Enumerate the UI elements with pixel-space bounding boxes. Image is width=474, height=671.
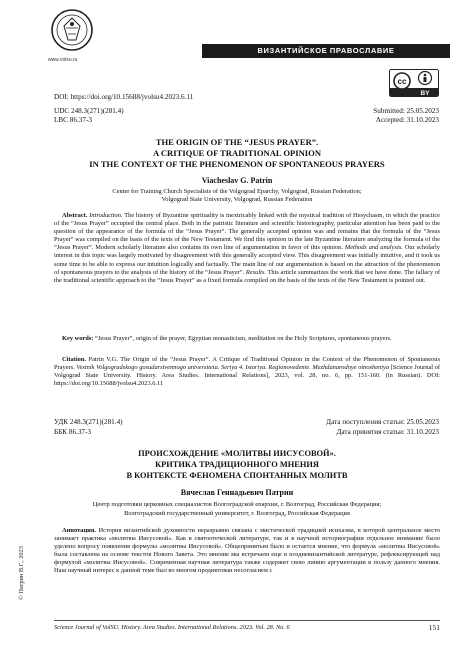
keywords (54, 335, 440, 343)
site-url[interactable]: www.volsu.ru (48, 57, 78, 63)
author-name-ru: Вячеслав Геннадьевич Патрин (180, 488, 294, 497)
title-line-2: A CRITIQUE OF TRADITIONAL OPINION (152, 148, 322, 158)
title-line-3: IN THE CONTEXT OF THE PHENOMENON OF SPONTANEOUS PRAYERS (89, 159, 385, 169)
abstract-results-label: Results. (245, 268, 266, 276)
cc-by-icon[interactable] (389, 69, 439, 97)
accepted-date: Accepted: 31.10.2023 (375, 116, 439, 124)
university-logo-icon (50, 8, 94, 52)
title-line-1: THE ORIGIN OF THE “JESUS PRAYER”. (155, 137, 319, 147)
udc: UDC 248.3(271)(281.4) (54, 107, 124, 115)
section-banner: ВИЗАНТИЙСКОЕ ПРАВОСЛАВИЕ (202, 44, 450, 58)
abstract (54, 212, 440, 285)
abstract-label: Abstract. (62, 212, 88, 219)
accepted-date-ru: Дата принятия статьи: 31.10.2023 (336, 428, 439, 436)
page-number: 151 (428, 623, 440, 632)
abstract-ru-text: История византийской духовности неразрывно связана с мистической традицией исихазма, в которой центральное место занимает практика «молитвы Иисусовой». Как в святоотеческой литературе, так и в научной историографии отдельное внимание было уделено вопросу появления формулы «молитвы Иисусовой». Общепринятым было и остается мнение, что формула «молитвы Иисусовой» была составлена на основе текстов Нового Завета. Это мнение мы встречаем еще в поздневизантийской литературе, рефлексирующей над формулой «молитвы Иисусовой». Современная научная литература также содержит свою линию аргументации в пользу данного мнения. Наш научный интерес к данной теме был во многом продиктован несогласием с (54, 527, 440, 575)
abstract-text-2: Our scholarly interest in this topic was largely motivated by disagreement with this generally accepted view. This disagreement was initially intuitive, and it took us some time to be able to express our intuition logically and factually. The main line of our argumentation is based on the attraction of the phenomenon of spontaneous prayers to the analysis of the history of the “Jesus Prayer”. (54, 244, 440, 276)
citation (54, 356, 440, 388)
abstract-methods-label: Methods and analysis. (344, 244, 403, 252)
udc-ru: УДК 248.3(271)(281.4) (54, 418, 123, 426)
citation-journal: Vestnik Volgogradskogo gosudarstvennogo universiteta. Seriya 4. Istoriya. Regionovedenie. Mezhdunarodnye otnosheniya (76, 364, 390, 372)
title-ru-line-1: ПРОИСХОЖДЕНИЕ «МОЛИТВЫ ИИСУСОВОЙ». (138, 449, 336, 458)
affiliation-ru-line-2: Волгоградский государственный университет, г. Волгоград, Российская Федерация (124, 510, 350, 517)
affiliation-line-1: Center for Training Church Specialists of the Volgograd Eparchy, Volgograd, Russian Federation; (112, 188, 362, 195)
citation-label: Citation. (62, 356, 86, 363)
keywords-text: “Jesus Prayer”, origin of the prayer, Egyptian monasticism, meditation on the Holy Scriptures, spontaneous prayers. (95, 335, 392, 342)
title-ru-line-2: КРИТИКА ТРАДИЦИОННОГО МНЕНИЯ (155, 460, 319, 469)
affiliation-line-2: Volgograd State University, Volgograd, Russian Federation (161, 196, 313, 203)
abstract-ru (54, 527, 440, 611)
abstract-text-1: The history of Byzantine spirituality is inextricably linked with the mystical tradition of Hesychasm, in which the practice of the “Jesus Prayer” occupied the central place. Both in the patristic literature and scientific historiography, particular attention has been paid to the question of the appearance of the formula of the “Jesus Prayer”. The generally accepted opinion was and remains that the formula of the “Jesus Prayer” was compiled on the basis of the texts of the New Testament. We find this opinion in the late Byzantine literature analyzing the formula of the “Jesus Prayer”. Modern scholarly literature also contains its own line of argumentation in favor of this opinion. (54, 212, 441, 252)
doi[interactable]: DOI: https://doi.org/10.15688/jvolsu4.2023.6.11 (54, 93, 194, 101)
svg-text:cc: cc (397, 77, 407, 86)
abstract-ru-label: Аннотация. (62, 527, 96, 534)
submitted-date-ru: Дата поступления статьи: 25.05.2023 (326, 418, 439, 426)
affiliation-ru-line-1: Центр подготовки церковных специалистов Волгоградской епархии, г. Волгоград, Российская Федерация; (92, 501, 382, 508)
submitted-date: Submitted: 25.05.2023 (373, 107, 439, 115)
title-ru-line-3: В КОНТЕКСТЕ ФЕНОМЕНА СПОНТАННЫХ МОЛИТВ (126, 471, 348, 480)
footer-journal: Science Journal of VolSU. History. Area Studies. International Relations. 2023. Vol. 28. No. 6 (54, 620, 440, 631)
lbc-ru: ББК 86.37-3 (54, 428, 92, 436)
abstract-intro-label: Introduction. (89, 212, 123, 219)
keywords-label: Key words: (62, 335, 94, 342)
abstract-text-3: This article summarizes the work that we have done. The fallacy of the traditional scientific approach to the “Jesus Prayer” as a fixed formula compiled on the basis of the texts of the New Testament is pointed out. (54, 268, 440, 284)
license-label: BY (420, 90, 430, 97)
copyright-vertical: © Патрин В.Г., 2023 (18, 546, 25, 600)
lbc: LBC 86.37-3 (54, 116, 92, 124)
author-name: Viacheslav G. Patrin (201, 176, 273, 185)
citation-text-2[interactable]: [Science Journal of Volgograd State University. History. Area Studies. International Relations], 2023, vol. 28, no. 6, pp. 151-160. (in Russian). DOI: https://doi.org/10.15688/jvolsu4.2023.6.11 (54, 364, 440, 388)
citation-text-1: Patrin V.G. The Origin of the “Jesus Prayer”. A Critique of Traditional Opinion in the Context of the Phenomenon of Spontaneous Prayers. (54, 356, 440, 372)
